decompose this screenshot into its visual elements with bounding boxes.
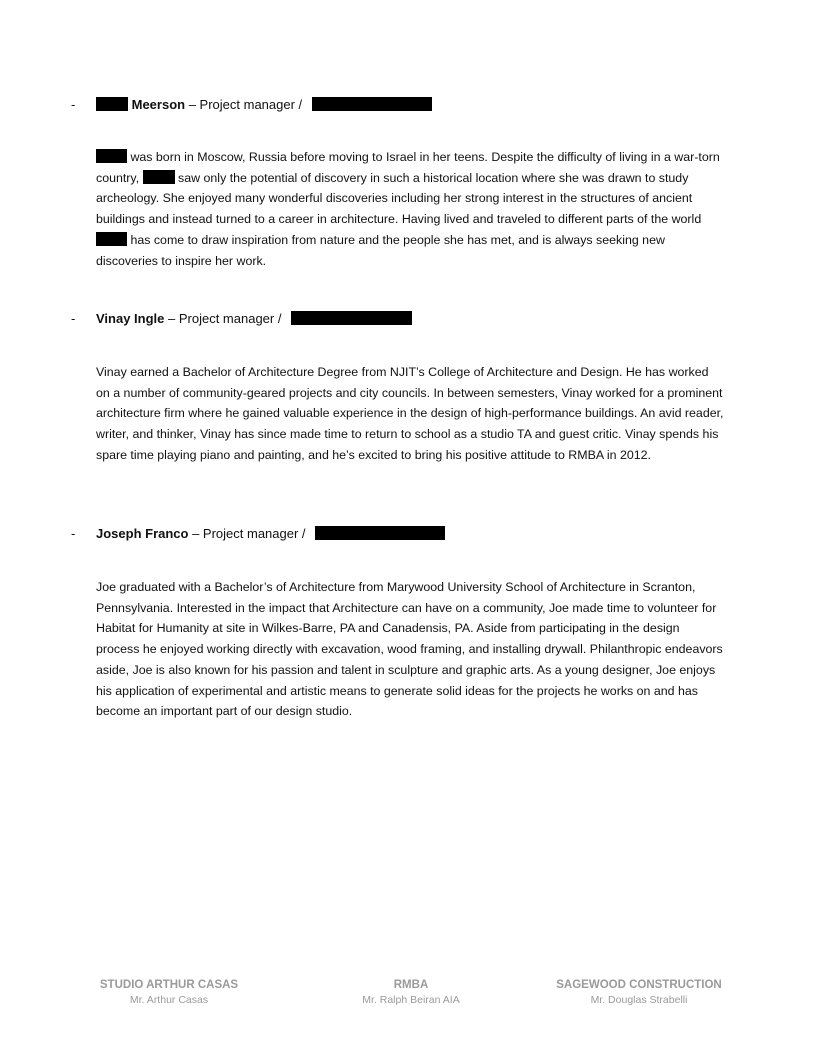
profile-name: Joseph Franco — [96, 526, 189, 541]
bio-text: has come to draw inspiration from nature and the people she has met, and is always seeking new discoveries to inspire her work. — [96, 232, 665, 268]
profile-name: Vinay Ingle — [96, 311, 165, 326]
redaction-bar — [291, 311, 412, 325]
profile-heading-meerson — [96, 96, 432, 114]
profile-heading-vinay-ingle — [96, 310, 412, 328]
footer-company: RMBA — [393, 979, 429, 991]
profile-role: – Project manager / — [164, 311, 286, 326]
bio-text: saw only the potential of discovery in such a historical location where she was drawn to study archeology. She enjoyed many wonderful discoveries including her strong interest in the structures of ancient buildings and instead turned to a career in architecture. Having lived and traveled to different parts of the world — [96, 170, 702, 227]
redaction-bar — [143, 170, 175, 184]
profile-role: – Project manager / — [188, 526, 310, 541]
footer-company: SAGEWOOD CONSTRUCTION — [556, 979, 722, 991]
redaction-bar — [96, 149, 127, 163]
redaction-bar — [312, 97, 432, 111]
footer-person: Mr. Douglas Strabelli — [590, 994, 688, 1006]
footer-partner-rmba — [311, 978, 511, 1008]
redaction-bar — [96, 97, 128, 111]
redaction-bar — [315, 526, 445, 540]
footer-partner-studio-arthur-casas — [69, 978, 269, 1008]
redaction-bar — [96, 232, 127, 246]
bullet-dash: - — [71, 97, 76, 112]
profile-bio-meerson — [96, 147, 724, 271]
profile-bio-vinay-ingle: Vinay earned a Bachelor of Architecture Degree from NJIT’s College of Architecture and Design. He has worked on a number of community-geared projects and city councils. In between semesters, Vinay worked for a prominent architecture firm where he gained valuable experience in the design of high-performance buildings. An avid reader, writer, and thinker, Vinay has since made time to return to school as a studio TA and guest critic. Vinay spends his spare time playing piano and painting, and he’s excited to bring his positive attitude to RMBA in 2012. — [96, 365, 724, 462]
profile-bio-joseph-franco: Joe graduated with a Bachelor’s of Architecture from Marywood University School of Architecture in Scranton, Pennsylvania. Interested in the impact that Architecture can have on a community, Joe made time to volunteer for Habitat for Humanity at site in Wilkes-Barre, PA and Canadensis, PA. Aside from participating in the design process he enjoyed working directly with excavation, wood framing, and installing drywall. Philanthropic endeavors aside, Joe is also known for his passion and talent in sculpture and graphic arts. As a young designer, Joe enjoys his application of experimental and artistic means to generate solid ideas for the projects he works on and has become an important part of our design studio. — [96, 580, 723, 719]
footer-company: STUDIO ARTHUR CASAS — [99, 979, 239, 991]
bullet-dash: - — [71, 311, 76, 326]
profile-role: – Project manager / — [185, 97, 306, 112]
footer-person: Mr. Arthur Casas — [129, 994, 209, 1006]
bullet-dash: - — [71, 526, 76, 541]
profile-heading-joseph-franco — [96, 525, 445, 543]
bio-text: was born in Moscow, Russia before moving to Israel in her teens. Despite the difficulty of living in a war-torn country, — [96, 150, 720, 185]
footer-partner-sagewood-construction — [539, 978, 739, 1008]
footer-person: Mr. Ralph Beiran AIA — [362, 994, 460, 1006]
profile-name: Meerson — [131, 97, 186, 112]
